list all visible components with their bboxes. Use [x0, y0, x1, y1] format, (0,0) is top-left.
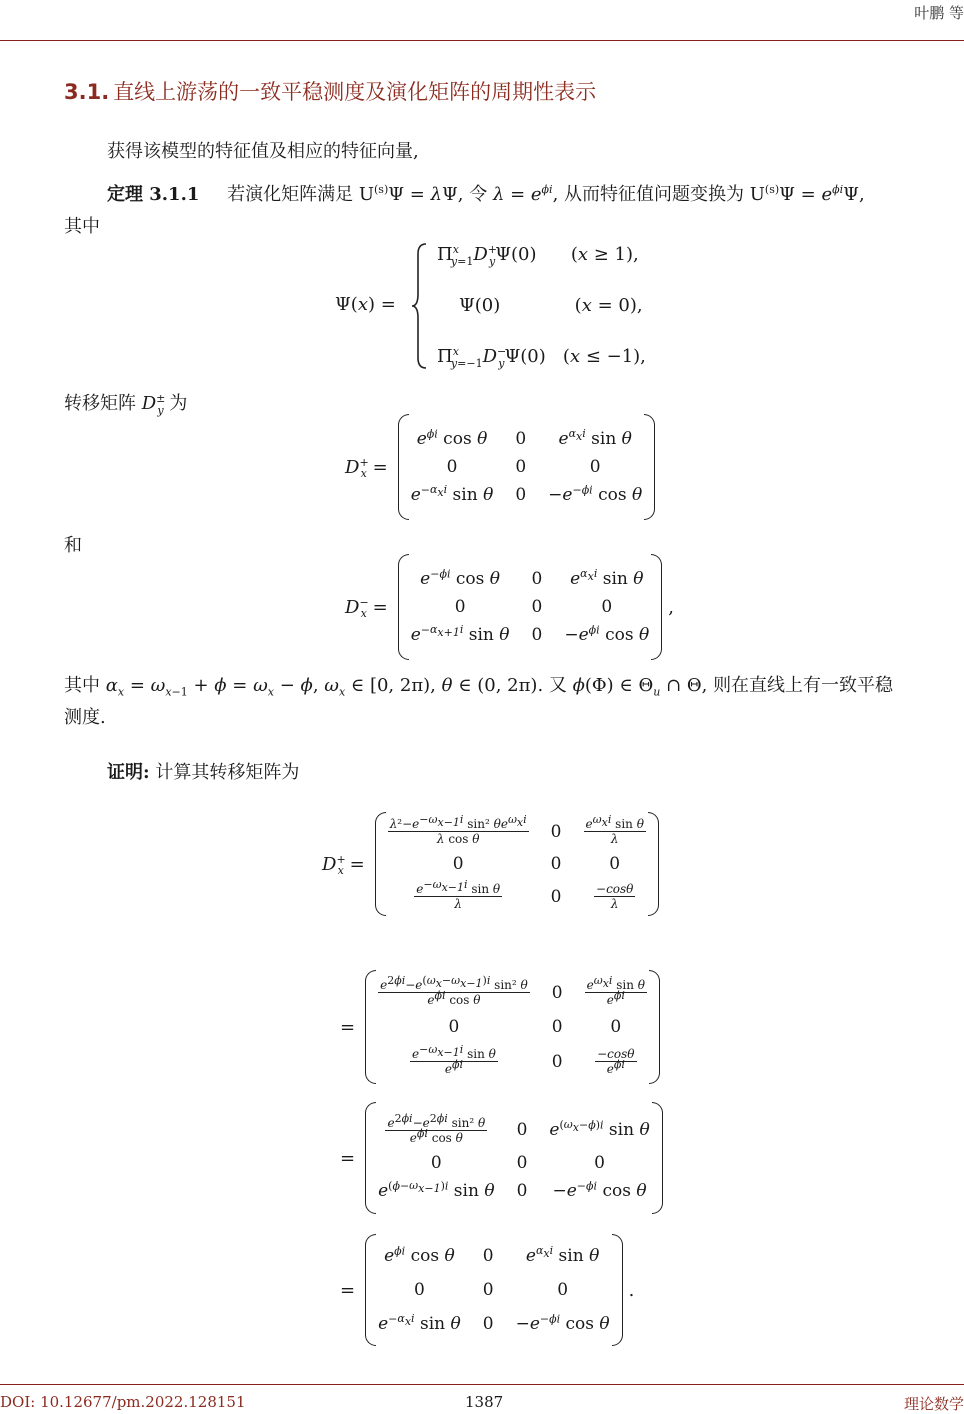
theorem-where: 其中 — [64, 216, 100, 237]
proof-matrix-1: $D^+_x$ = $\frac{\lambda^2-e^{-\omega_{x-1}i} \sin^2 \theta e^{\omega_xi}}{\text{λ cos θ}}$ 0 $\frac{e^{\omega_xi} \sin \theta}{\lambda}$ 0 0 0 $\frac{e^{-\omega_{x-1}i} \sin \theta}{\lambda}$ 0 $\frac{-\cos\theta}{\lambda}$ — [322, 812, 659, 916]
proof-label: 证明: — [107, 762, 150, 783]
where-conclusion: 则在直线上有一致平稳 — [713, 675, 894, 696]
where-line2: 测度. — [64, 707, 106, 728]
proof-matrix-4: = $e^{\phi i}$ cos θ 0 $e^{\alpha_xi}$ sin θ 0 0 0 $e^{-\alpha_xi}$ sin θ 0 $-e^{-\phi i}$ cos θ . — [340, 1234, 644, 1346]
transfer-label: 转移矩阵 — [64, 393, 136, 414]
proof-line — [107, 757, 299, 789]
where-paragraph: 其中 $\alpha_x = \omega_{x-1} + \phi = \omega_x - \phi$, $\omega_x$ ∈ [0, 2π), θ ∈ (0, 2π). 又 ϕ(Φ) ∈ $\Theta_u$ ∩ Θ, 则在直线上有一致平稳 — [64, 675, 894, 699]
footer-journal: 理论数学 — [903, 1395, 964, 1413]
section-title: 直线上游荡的一致平稳测度及演化矩阵的周期性表示 — [113, 80, 597, 104]
header-rule — [0, 40, 964, 41]
theorem-statement: 定理 3.1.1 若演化矩阵满足 $U^{(s)}\Psi = \lambda\Psi$, 令 $\lambda = e^{\phi i}$, 从而特征值问题变换为 $U^{(s)}\Psi = e^{\phi i}\Psi$, — [107, 183, 865, 205]
section-number: 3.1. — [64, 80, 110, 104]
theorem-label: 定理 3.1.1 — [107, 184, 200, 205]
proof-matrix-2: = $\frac{e^{2\phi i}-e^{(\omega_x-\omega_{x-1})i} \sin^2 \theta}{e^{\phi i} \cos \theta}$ 0 $\frac{e^{\omega_xi} \sin \theta}{e^{\phi i}}$ 0 0 0 $\frac{e^{-\omega_{x-1}i} \sin \theta}{e^{\phi i}}$ 0 $\frac{-\cos\theta}{e^{\phi i}}$ — [340, 970, 660, 1084]
left-brace — [410, 242, 430, 370]
psi-label: Ψ(x) = — [335, 294, 396, 315]
proof-text: 计算其转移矩阵为 — [155, 762, 300, 783]
footer-rule — [0, 1384, 964, 1385]
intro-paragraph: 获得该模型的特征值及相应的特征向量, — [107, 141, 419, 162]
theorem-text: 若演化矩阵满足 U — [227, 184, 375, 205]
where-label: 其中 — [64, 675, 100, 696]
psi-case-negative: $\Pi^x_{y=-1}D^-_y\Psi(0) (x \le -1)$, — [437, 345, 646, 370]
proof-matrix-3: = $\frac{e^{2\phi i}-e^{2\phi i} \sin^2 \theta}{e^{\phi i} \cos \theta}$ 0 $e^{(\omega_x-\phi)i}$ sin θ 0 0 0 $e^{(\phi-\omega_{x-1})i}$ sin θ 0 $-e^{-\phi i}$ cos θ — [340, 1102, 663, 1214]
psi-case-zero: Ψ(0) (x = 0), — [459, 295, 643, 316]
matrix-d-minus: $D^-_x$ = $e^{-\phi i}$ cos θ 0 $e^{\alpha_xi}$ sin θ 0 0 0 $e^{-\alpha_{x+1}i}$ sin θ 0 $-e^{\phi i}$ cos θ , — [345, 554, 684, 660]
running-header-author: 叶鹏 等 — [914, 4, 964, 22]
footer-page-number: 1387 — [465, 1393, 504, 1411]
and-text: 和 — [64, 535, 82, 556]
footer-doi[interactable]: DOI: 10.12677/pm.2022.128151 — [0, 1393, 246, 1411]
section-heading — [64, 76, 596, 106]
transfer-suffix: 为 — [169, 393, 188, 414]
matrix-d-plus: $D^+_x$ = $e^{\phi i}$ cos θ 0 $e^{\alpha_xi}$ sin θ 0 0 0 $e^{-\alpha_xi}$ sin θ 0 $-e^{-\phi i}$ cos θ — [345, 414, 655, 520]
transfer-line: 转移矩阵 $D^\pm_y$ 为 — [64, 392, 188, 417]
psi-case-positive: $\Pi^x_{y=1}D^+_y\Psi(0)$ (x ≥ 1), — [437, 243, 639, 268]
